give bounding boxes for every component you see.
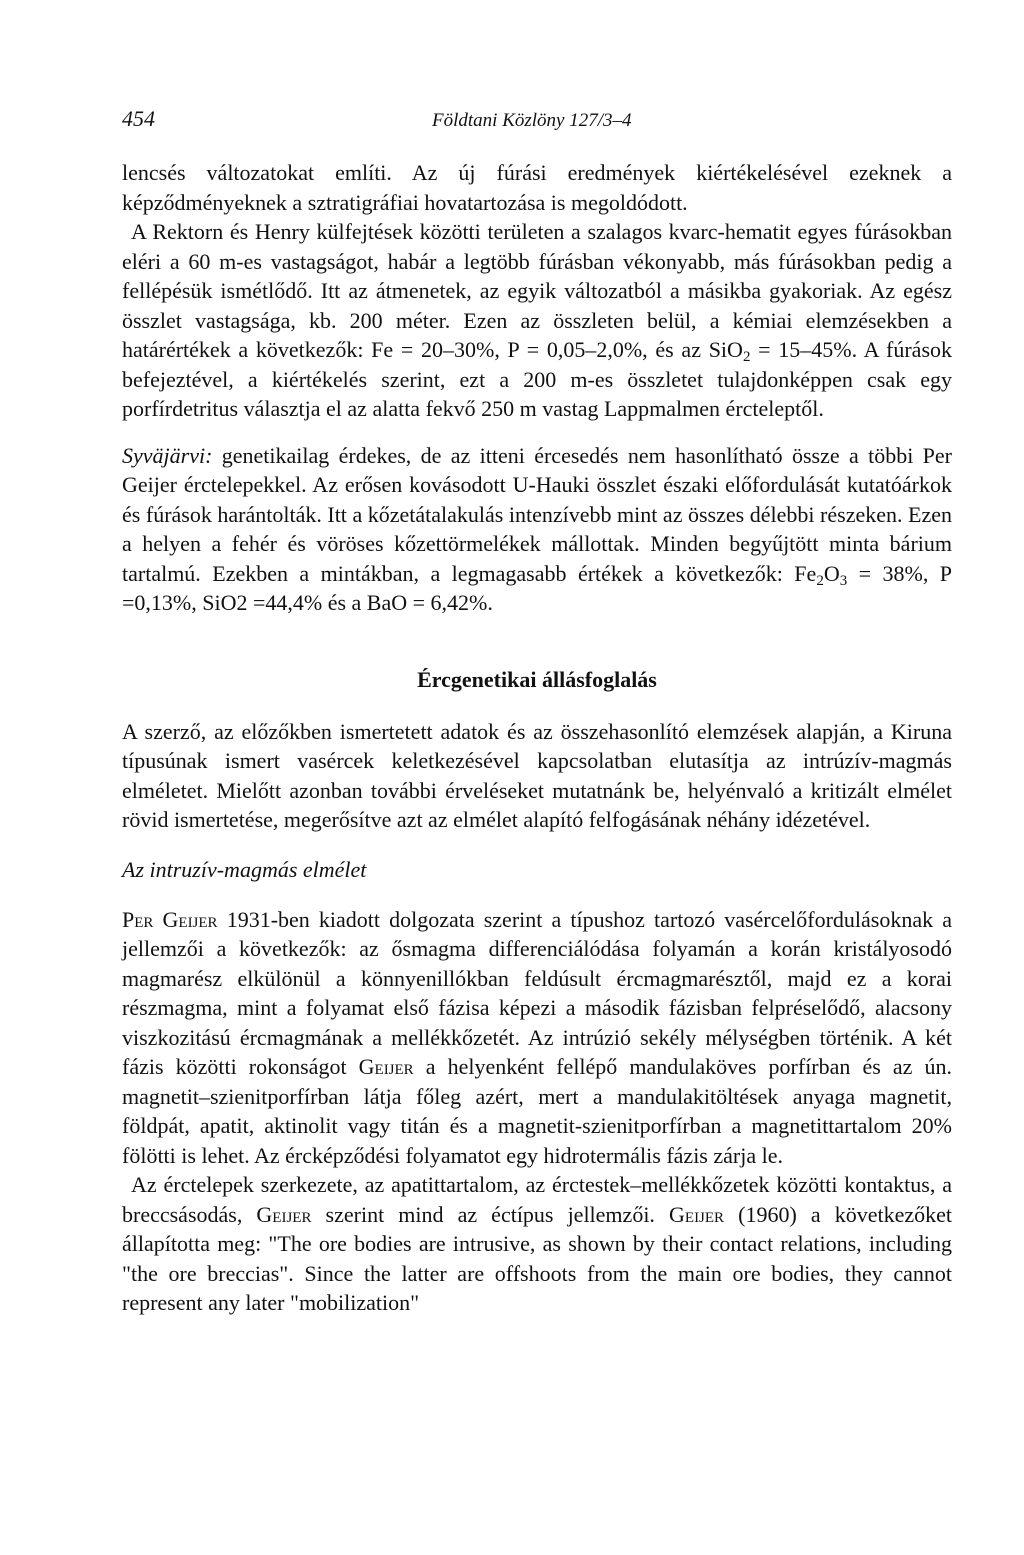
paragraph-geijer-theory [122, 905, 952, 1171]
subscript: 2 [816, 572, 824, 589]
text-run: Az érctelepek szerkezete, az apatittartalom, az érctestek–mellékkőzetek közötti kontaktus, a breccsásodás, [122, 1172, 952, 1227]
location-name: Syväjärvi: [122, 442, 213, 468]
author-name: Geijer [669, 1201, 725, 1227]
running-header [122, 98, 952, 138]
paragraph-rektorn-henry [122, 217, 952, 424]
paragraph-continuation: lencsés változatokat említi. Az új fúrási eredmények kiértékelésével ezeknek a képződményeknek a sztratigráfiai hovatartozása is megoldódott. [122, 160, 952, 215]
paragraph-introduction: A szerző, az előzőkben ismertetett adatok és az összehasonlító elemzések alapján, a Kiruna típusúnak ismert vasércek keletkezésével kapcsolatban elutasítja az intrúzív-magmás elméletet. Mielőtt azonban további érveléseket mutatnánk be, helyénvaló a kritizált elmélet rövid ismertetése, megerősítve azt az elmélet alapító felfogásának néhány idézetével. [122, 718, 952, 832]
paragraph-ore-structure [122, 1170, 952, 1318]
text-run: O [823, 560, 840, 586]
subscript: 3 [839, 572, 848, 589]
author-name: Geijer [256, 1201, 312, 1227]
text-run: a helyenként fellépő mandulaköves porfírban és az ún. magnetit–szienitporfírban látja főleg azért, mert a mandulakitöltések anyaga magnetit, földpát, apatit, aktinolit vagy titán és a magnetit-szienitporfírban a magnetittartalom 20% fölötti is lehet. Az ércképződési folyamatot egy hidrotermális fázis zárja le. [122, 1054, 952, 1168]
author-name: Geijer [358, 1054, 414, 1079]
journal-title: Földtani Közlöny 127/3–4 [432, 110, 632, 131]
text-run: 1931-ben kiadott dolgozata szerint a típushoz tartozó vasércelőfordulásoknak a jellemzői a következők: az ősmagma differenciálódása folyamán a korán kristályosodó magmarész elkülönül a könnyenillókban feldúsult ércmagmarésztől, majd ez a korai részmagma, mint a folyamat első fázisa képezi a második fázisban felpréselődő, alacsony viszkozitású ércmagmának a mellékkőzetét. Az intrúzió sekély mélységben történik. A két fázis közötti rokonságot [122, 906, 953, 1079]
text-run: genetikailag érdekes, de az itteni ércesedés nem hasonlítható össze a többi Per Geijer érctelepekkel. Az erősen kovásodott U-Hauki összlet északi előfordulását kutatóárkok és fúrások harántolták. Itt a kőzetátalakulás intenzívebb mint az összes délebbi részeken. Ezen a helyen a fehér és vöröses kőzettörmelékek mállottak. Minden begyűjtött minta bárium tartalmú. Ezekben a mintákban, a legmagasabb értékek a következők: Fe [122, 442, 952, 586]
section-heading: Ércgenetikai állásfoglalás [417, 666, 657, 692]
author-name: Per Geijer [122, 906, 218, 932]
text-run: = 38%, P =0,13%, SiO2 =44,4% és a BaO = 6,42%. [122, 560, 953, 615]
paragraph-syvajarvi [122, 441, 952, 618]
text-run: = 15–45%. A fúrások befejeztével, a kiértékelés szerint, ezt a 200 m-es összletet tulajdonképpen csak egy porfírdetritus választja el az alatta fekvő 250 m vastag Lappmalmen ércteleptől. [122, 337, 953, 421]
subscript: 2 [742, 349, 751, 365]
subsection-heading: Az intruzív-magmás elmélet [122, 856, 367, 882]
page-number: 454 [122, 106, 155, 131]
text-run: szerint mind az éctípus jellemzői. [311, 1201, 670, 1227]
text-run: (1960) a következőket állapította meg: "The ore bodies are intrusive, as shown by their contact relations, including "the ore breccias". Since the latter are offshoots from the main ore bodies, they cannot represent any later "mobilization" [122, 1201, 953, 1315]
text-run: A Rektorn és Henry külfejtések közötti területen a szalagos kvarc-hematit egyes fúrásokban eléri a 60 m-es vastagságot, habár a legtöbb fúrásban vékonyabb, más fúrásokban pedig a fellépésük ismétlődő. Itt az átmenetek, az egyik változatból a másikba gyakoriak. Az egész összlet vastagsága, kb. 200 méter. Ezen az összleten belül, a kémiai elemzésekben a határértékek a következők: Fe = 20–30%, P = 0,05–2,0%, és az SiO [122, 219, 952, 362]
